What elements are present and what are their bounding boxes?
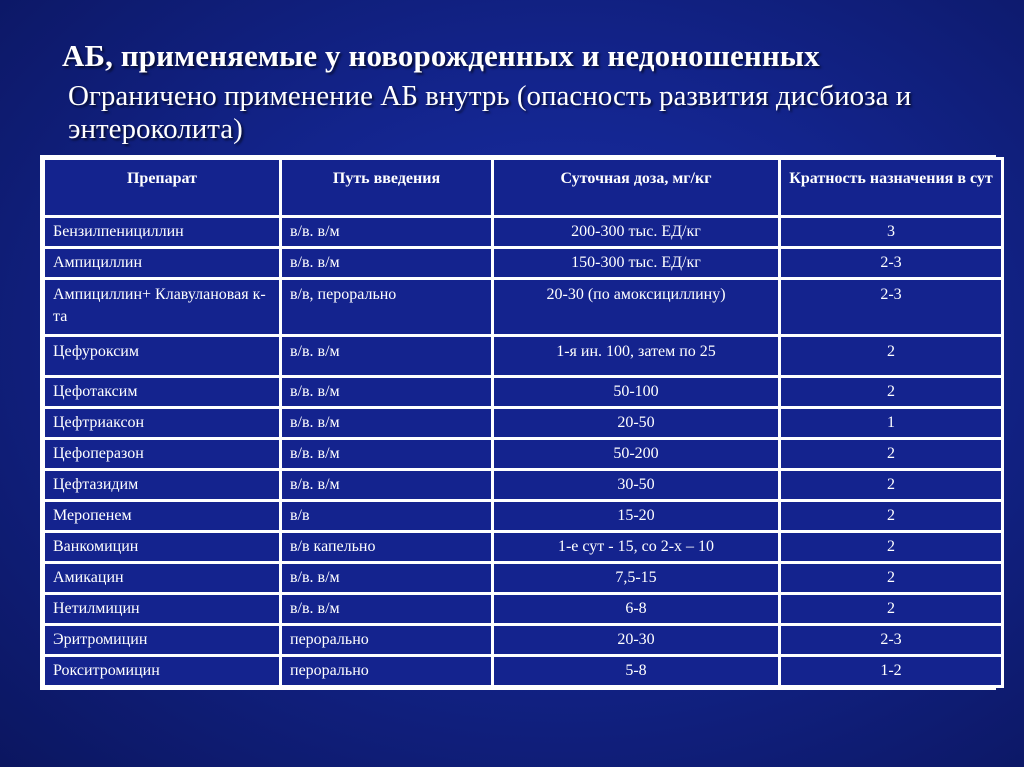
cell-route: в/в. в/м xyxy=(282,409,491,437)
table-row xyxy=(45,502,1001,530)
cell-dose: 15-20 xyxy=(494,502,778,530)
cell-route: в/в. в/м xyxy=(282,595,491,623)
cell-frequency: 2 xyxy=(781,378,1001,406)
cell-route: в/в. в/м xyxy=(282,249,491,277)
cell-drug: Цефотаксим xyxy=(45,378,279,406)
cell-route: перорально xyxy=(282,657,491,685)
cell-drug: Амикацин xyxy=(45,564,279,592)
cell-dose: 30-50 xyxy=(494,471,778,499)
cell-frequency: 3 xyxy=(781,218,1001,246)
header-frequency: Кратность назначения в сут xyxy=(781,160,1001,215)
table-row xyxy=(45,378,1001,406)
cell-drug: Цефтриаксон xyxy=(45,409,279,437)
table-row xyxy=(45,337,1001,375)
cell-drug: Ванкомицин xyxy=(45,533,279,561)
table-row xyxy=(45,564,1001,592)
cell-dose: 20-30 xyxy=(494,626,778,654)
slide-subtitle: Ограничено применение АБ внутрь (опасность развития дисбиоза и энтероколита) xyxy=(68,80,912,145)
cell-drug: Цефтазидим xyxy=(45,471,279,499)
table-row xyxy=(45,218,1001,246)
cell-dose: 50-200 xyxy=(494,440,778,468)
table-row xyxy=(45,533,1001,561)
cell-dose: 200-300 тыс. ЕД/кг xyxy=(494,218,778,246)
cell-route: в/в. в/м xyxy=(282,440,491,468)
cell-dose: 1-я ин. 100, затем по 25 xyxy=(494,337,778,375)
cell-dose: 50-100 xyxy=(494,378,778,406)
cell-frequency: 2-3 xyxy=(781,626,1001,654)
header-drug: Препарат xyxy=(45,160,279,215)
cell-drug: Бензилпенициллин xyxy=(45,218,279,246)
cell-dose: 7,5-15 xyxy=(494,564,778,592)
cell-route: в/в. в/м xyxy=(282,564,491,592)
table-row xyxy=(45,249,1001,277)
cell-drug: Рокситромицин xyxy=(45,657,279,685)
cell-frequency: 2 xyxy=(781,595,1001,623)
cell-route: в/в. в/м xyxy=(282,471,491,499)
cell-frequency: 2 xyxy=(781,502,1001,530)
cell-frequency: 2-3 xyxy=(781,280,1001,334)
cell-drug: Нетилмицин xyxy=(45,595,279,623)
antibiotics-table xyxy=(40,155,996,690)
table-row xyxy=(45,626,1001,654)
cell-frequency: 2-3 xyxy=(781,249,1001,277)
cell-frequency: 2 xyxy=(781,337,1001,375)
cell-route: перорально xyxy=(282,626,491,654)
table-row xyxy=(45,280,1001,334)
cell-frequency: 2 xyxy=(781,564,1001,592)
cell-dose: 150-300 тыс. ЕД/кг xyxy=(494,249,778,277)
cell-dose: 6-8 xyxy=(494,595,778,623)
cell-drug: Эритромицин xyxy=(45,626,279,654)
header-route: Путь введения xyxy=(282,160,491,215)
table-row xyxy=(45,440,1001,468)
cell-route: в/в. в/м xyxy=(282,337,491,375)
cell-frequency: 2 xyxy=(781,471,1001,499)
cell-dose: 20-50 xyxy=(494,409,778,437)
cell-drug: Цефуроксим xyxy=(45,337,279,375)
table-row xyxy=(45,657,1001,685)
cell-route: в/в. в/м xyxy=(282,218,491,246)
cell-drug: Ампициллин xyxy=(45,249,279,277)
cell-frequency: 1-2 xyxy=(781,657,1001,685)
table-row xyxy=(45,595,1001,623)
cell-dose: 5-8 xyxy=(494,657,778,685)
cell-drug: Цефоперазон xyxy=(45,440,279,468)
table-row xyxy=(45,409,1001,437)
cell-drug: Ампициллин+ Клавулановая к-та xyxy=(45,280,279,334)
cell-route: в/в. в/м xyxy=(282,378,491,406)
cell-dose: 1-е сут - 15, со 2-х – 10 xyxy=(494,533,778,561)
table-row xyxy=(45,471,1001,499)
cell-frequency: 2 xyxy=(781,440,1001,468)
cell-frequency: 2 xyxy=(781,533,1001,561)
cell-route: в/в капельно xyxy=(282,533,491,561)
cell-drug: Меропенем xyxy=(45,502,279,530)
cell-frequency: 1 xyxy=(781,409,1001,437)
cell-dose: 20-30 (по амоксициллину) xyxy=(494,280,778,334)
slide-title: АБ, применяемые у новорожденных и недоношенных xyxy=(62,38,820,73)
cell-route: в/в, перорально xyxy=(282,280,491,334)
header-dose: Суточная доза, мг/кг xyxy=(494,160,778,215)
table-header-row xyxy=(45,160,1001,215)
cell-route: в/в xyxy=(282,502,491,530)
